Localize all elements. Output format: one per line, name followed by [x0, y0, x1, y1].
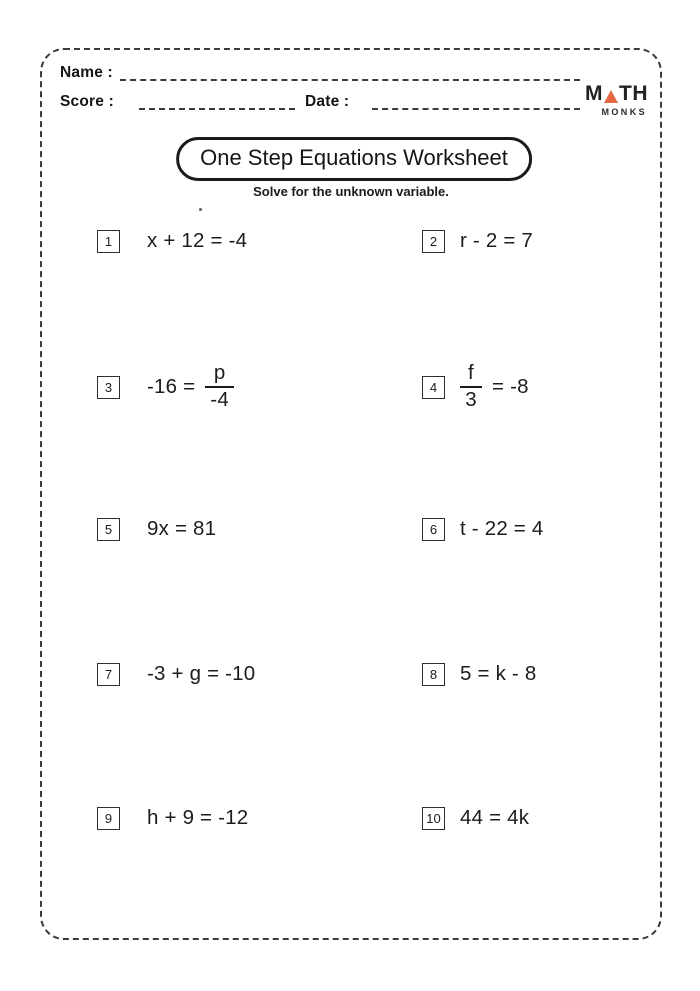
fraction-denominator: -4: [210, 388, 229, 412]
equation: x + 12 = -4: [147, 229, 248, 252]
equation: h + 9 = -12: [147, 806, 249, 829]
problem-9: [97, 798, 248, 838]
score-label: Score :: [60, 93, 114, 110]
problem-2: [422, 221, 533, 261]
date-write-line: [372, 92, 580, 110]
equation-left-side: -16 =: [147, 375, 196, 398]
problem-number-box: 8: [422, 663, 445, 686]
equation-right-side: = -8: [492, 375, 529, 398]
score-write-line: [139, 92, 295, 110]
fraction: [460, 362, 482, 412]
logo-wordmark: [585, 83, 648, 104]
date-label: Date :: [305, 93, 350, 110]
logo-text-monks: MONKS: [601, 106, 647, 117]
problem-number-box: 2: [422, 230, 445, 253]
problem-number-box: 9: [97, 807, 120, 830]
problem-10: [422, 798, 529, 838]
problem-number-box: 4: [422, 376, 445, 399]
logo-triangle-icon: [604, 90, 618, 103]
equation: r - 2 = 7: [460, 229, 534, 252]
problem-number-box: 7: [97, 663, 120, 686]
equation: t - 22 = 4: [460, 517, 544, 540]
fraction-denominator: 3: [465, 388, 477, 412]
fraction-numerator: f: [468, 361, 474, 385]
logo-text-th: TH: [619, 82, 648, 105]
problem-6: [422, 509, 543, 549]
problem-7: [97, 654, 255, 694]
fraction-numerator: p: [213, 361, 226, 385]
problem-number-box: 3: [97, 376, 120, 399]
problem-number-box: 1: [97, 230, 120, 253]
math-monks-logo: [585, 83, 648, 117]
problem-3: [97, 353, 234, 421]
worksheet-dashed-border: [40, 48, 662, 940]
problem-number-box: 6: [422, 518, 445, 541]
equation: [147, 362, 234, 412]
worksheet-title-text: One Step Equations Worksheet: [200, 145, 508, 170]
equation: 44 = 4k: [460, 806, 530, 829]
name-label: Name :: [60, 64, 113, 81]
worksheet-title: [176, 137, 532, 181]
problem-number-box: 5: [97, 518, 120, 541]
problem-1: [97, 221, 247, 261]
problem-4: [422, 353, 529, 421]
equation: [460, 362, 529, 412]
equation: 9x = 81: [147, 517, 217, 540]
fraction: [205, 362, 234, 412]
stray-mark: [199, 208, 202, 211]
equation: 5 = k - 8: [460, 662, 537, 685]
logo-text-m: M: [585, 82, 603, 105]
problem-8: [422, 654, 536, 694]
problem-5: [97, 509, 216, 549]
name-write-line: [120, 63, 580, 81]
problem-number-box: 10: [422, 807, 445, 830]
equation: -3 + g = -10: [147, 662, 256, 685]
worksheet-instructions: Solve for the unknown variable.: [253, 184, 449, 199]
